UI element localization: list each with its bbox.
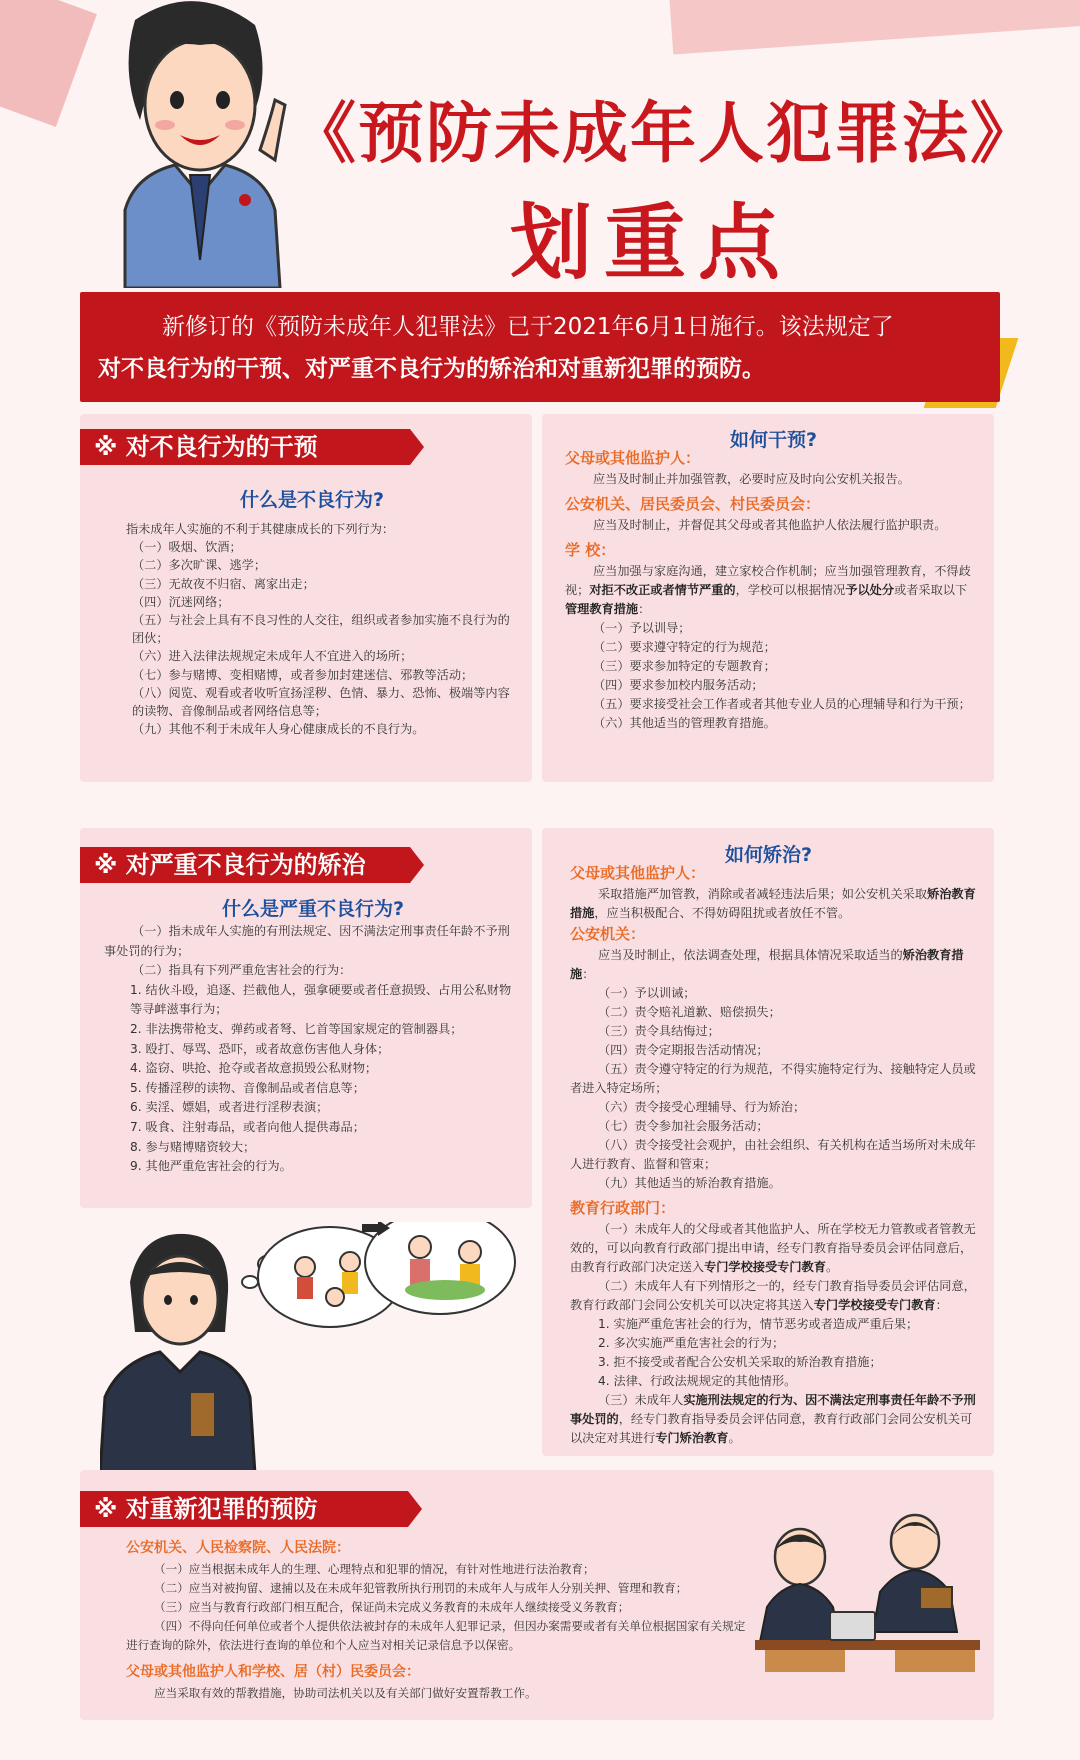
list-item: （二）应当对被拘留、逮捕以及在未成年犯管教所执行刑罚的未成年人与成年人分别关押、管理和教育； — [154, 1581, 688, 1595]
family-school-text: 应当采取有效的帮教措施，协助司法机关以及有关部门做好安置帮教工作。 — [154, 1686, 537, 1700]
list-item: （九）其他不利于未成年人身心健康成长的不良行为。 — [132, 722, 425, 737]
guardian-text: 采取措施严加管教，消除或者减轻违法后果；如公安机关采取矫治教育措施，应当积极配合、不得妨碍阻扰或者放任不管。 — [570, 887, 976, 920]
list-item: 2. 非法携带枪支、弹药或者弩、匕首等国家规定的管制器具； — [130, 1021, 463, 1036]
education-text-1: （一）未成年人的父母或者其他监护人、所在学校无力管教或者管教无效的，可以向教育行政部门提出申请，经专门教育指导委员会评估同意后，由教育行政部门决定送入专门学校接受专门教育。 — [570, 1222, 976, 1274]
list-item: （一）予以训诫； — [598, 986, 696, 1000]
list-item: 3. 拒不接受或者配合公安机关采取的矫治教育措施； — [598, 1355, 882, 1369]
list-item: （四）要求参加校内服务活动； — [593, 678, 764, 692]
section1-how-title: 如何干预? — [730, 429, 818, 451]
list-item: 4. 盗窃、哄抢、抢夺或者故意损毁公私财物； — [130, 1061, 378, 1076]
list-item: （四）沉迷网络； — [132, 594, 230, 609]
section2-p2: （二）指具有下列严重危害社会的行为： — [132, 963, 352, 978]
sub-heading-guardian: 父母或其他监护人： — [570, 864, 706, 882]
education-text-3: （三）未成年人实施刑法规定的行为、因不满法定刑事责任年龄不予刑事处罚的，经专门教育指导委员会评估同意，教育行政部门会同公安机关可以决定对其进行专门矫治教育。 — [570, 1393, 976, 1445]
list-item: （四）不得向任何单位或者个人提供依法被封存的未成年人犯罪记录，但因办案需要或者有关单位根据国家有关规定进行查询的除外，依法进行查询的单位和个人应当对相关记录信息予以保密。 — [126, 1619, 746, 1652]
section2-how-title: 如何矫治? — [725, 844, 813, 866]
sub-heading-police: 公安机关、居民委员会、村民委员会： — [565, 495, 821, 513]
list-item: （五）要求接受社会工作者或者其他专业人员的心理辅导和行为干预； — [593, 697, 971, 711]
list-item: （二）要求遵守特定的行为规范； — [593, 640, 776, 654]
sub-heading-police: 公安机关： — [570, 925, 646, 943]
list-item: （九）其他适当的矫治教育措施。 — [598, 1176, 781, 1190]
main-title: 《预防未成年人犯罪法》 — [290, 95, 1038, 172]
list-item: （三）责令具结悔过； — [598, 1024, 720, 1038]
list-item: （三）要求参加特定的专题教育； — [593, 659, 776, 673]
section2-correction — [570, 862, 980, 1448]
list-item: （二）多次旷课、逃学； — [132, 558, 267, 573]
list-item: （二）责令赔礼道歉、赔偿损失； — [598, 1005, 781, 1019]
list-item: 6. 卖淫、嫖娼，或者进行淫秽表演； — [130, 1100, 329, 1115]
list-item: （一）予以训导； — [593, 621, 691, 635]
list-item: 8. 参与赌博赌资较大； — [130, 1139, 256, 1154]
section1-label: ※ 对不良行为的干预 — [80, 429, 410, 465]
list-item: （五）责令遵守特定的行为规范，不得实施特定行为、接触特定人员或者进入特定场所； — [570, 1062, 976, 1095]
list-item: （七）责令参加社会服务活动； — [598, 1119, 769, 1133]
list-item: 9. 其他严重危害社会的行为。 — [130, 1159, 292, 1174]
section1-question: 什么是不良行为? — [240, 489, 385, 511]
list-item: （三）无故夜不归宿、离家出走； — [132, 576, 315, 591]
sub-title: 划重点 — [510, 196, 793, 291]
section1-bad-behavior-list — [126, 520, 511, 738]
section2-question: 什么是严重不良行为? — [222, 898, 405, 920]
list-item: 1. 结伙斗殴，追逐、拦截他人，强拿硬要或者任意损毁、占用公私财物等寻衅滋事行为； — [130, 982, 512, 1017]
prosecutor-thinking-illustration — [100, 1222, 520, 1474]
intro-line-1: 新修订的《预防未成年人犯罪法》已于2021年6月1日施行。该法规定了 — [162, 314, 894, 340]
list-item: （六）进入法律法规规定未成年人不宜进入的场所； — [132, 649, 413, 664]
list-item: 2. 多次实施严重危害社会的行为； — [598, 1336, 785, 1350]
section2-label: ※ 对严重不良行为的矫治 — [80, 847, 410, 883]
section1-intervention — [565, 447, 975, 733]
sub-heading-education: 教育行政部门： — [570, 1199, 676, 1217]
list-item: （一）吸烟、饮酒； — [132, 540, 242, 555]
list-item: （八）责令接受社会观护，由社会组织、有关机构在适当场所对未成年人进行教育、监督和管束； — [570, 1138, 976, 1171]
police-text: 应当及时制止，并督促其父母或者其他监护人依法履行监护职责。 — [593, 518, 947, 532]
school-text: 应当加强与家庭沟通，建立家校合作机制；应当加强管理教育，不得歧视；对拒不改正或者情节严重的，学校可以根据情况予以处分或者采取以下管理教育措施： — [565, 564, 971, 616]
list-item: （一）应当根据未成年人的生理、心理特点和犯罪的情况，有针对性地进行法治教育； — [154, 1562, 595, 1576]
list-item: （六）其他适当的管理教育措施。 — [593, 716, 776, 730]
section1-lead: 指未成年人实施的不利于其健康成长的下列行为： — [126, 522, 395, 536]
list-item: （八）阅览、观看或者收听宣扬淫秽、色情、暴力、恐怖、极端等内容的读物、音像制品或者网络信息等； — [132, 685, 510, 719]
top-right-decoration — [668, 0, 1080, 55]
guardian-text: 应当及时制止并加强管教，必要时应及时向公安机关报告。 — [593, 472, 910, 486]
prosecutor-woman-illustration — [95, 0, 305, 288]
list-item: 7. 吸食、注射毒品，或者向他人提供毒品； — [130, 1119, 365, 1134]
section2-serious-behavior-list — [104, 922, 520, 1177]
sub-heading-guardian: 父母或其他监护人： — [565, 449, 701, 467]
section3-label: ※ 对重新犯罪的预防 — [80, 1491, 408, 1527]
prosecutors-desk-illustration — [755, 1512, 980, 1672]
list-item: 4. 法律、行政法规规定的其他情形。 — [598, 1374, 797, 1388]
sub-heading-school: 学 校： — [565, 541, 616, 559]
section2-p1: （一）指未成年人实施的有刑法规定、因不满法定刑事责任年龄不予刑事处罚的行为； — [104, 924, 510, 958]
list-item: 1. 实施严重危害社会的行为，情节恶劣或者造成严重后果； — [598, 1317, 919, 1331]
list-item: （四）责令定期报告活动情况； — [598, 1043, 769, 1057]
list-item: 5. 传播淫秽的读物、音像制品或者信息等； — [130, 1080, 365, 1095]
police-text: 应当及时制止，依法调查处理，根据具体情况采取适当的矫治教育措施： — [570, 948, 964, 981]
section3-prevention — [126, 1537, 746, 1703]
list-item: （七）参与赌博、变相赌博，或者参加封建迷信、邪教等活动； — [132, 667, 474, 682]
list-item: （五）与社会上具有不良习性的人交往，组织或者参加实施不良行为的团伙； — [132, 613, 510, 646]
sub-heading-judicial: 公安机关、人民检察院、人民法院： — [126, 1540, 350, 1556]
intro-text — [98, 306, 978, 390]
top-left-decoration — [0, 0, 97, 127]
sub-heading-family-school: 父母或其他监护人和学校、居（村）民委员会： — [126, 1664, 420, 1680]
list-item: （三）应当与教育行政部门相互配合，保证尚未完成义务教育的未成年人继续接受义务教育； — [154, 1600, 630, 1614]
intro-line-2: 对不良行为的干预、对严重不良行为的矫治和对重新犯罪的预防。 — [98, 356, 765, 382]
education-text-2: （二）未成年人有下列情形之一的，经专门教育指导委员会评估同意，教育行政部门会同公安机关可以决定将其送入专门学校接受专门教育： — [570, 1279, 976, 1312]
list-item: 3. 殴打、辱骂、恐吓，或者故意伤害他人身体； — [130, 1041, 390, 1056]
list-item: （六）责令接受心理辅导、行为矫治； — [598, 1100, 806, 1114]
